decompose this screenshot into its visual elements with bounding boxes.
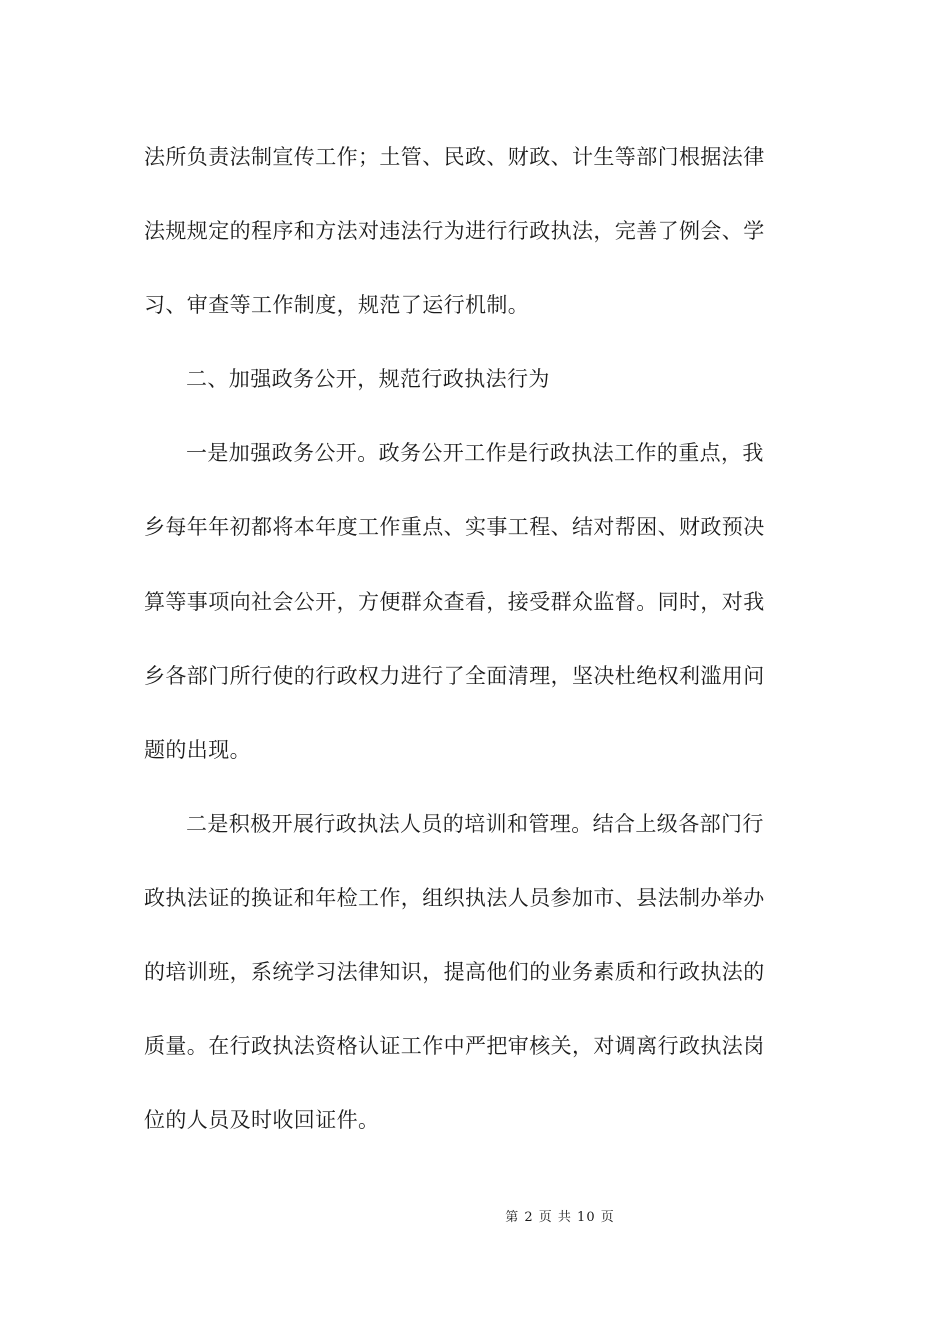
text-line-8: 乡各部门所行使的行政权力进行了全面清理，坚决杜绝权利滥用问 (144, 664, 765, 688)
text-line-13: 质量。在行政执法资格认证工作中严把审核关，对调离行政执法岗 (144, 1034, 765, 1058)
text-line-1: 法所负责法制宣传工作；土管、民政、财政、计生等部门根据法律 (144, 145, 765, 169)
text-line-7: 算等事项向社会公开，方便群众查看，接受群众监督。同时，对我 (144, 590, 765, 614)
section-heading: 二、加强政务公开，规范行政执法行为 (186, 367, 550, 391)
page-number-footer: 第 2 页 共 10 页 (505, 1210, 615, 1225)
text-line-9: 题的出现。 (144, 738, 251, 762)
text-line-12: 的培训班，系统学习法律知识，提高他们的业务素质和行政执法的 (144, 960, 765, 984)
text-line-11: 政执法证的换证和年检工作，组织执法人员参加市、县法制办举办 (144, 886, 765, 910)
text-line-10: 二是积极开展行政执法人员的培训和管理。结合上级各部门行 (186, 812, 764, 836)
text-line-3: 习、审查等工作制度，规范了运行机制。 (144, 293, 530, 317)
text-line-5: 一是加强政务公开。政务公开工作是行政执法工作的重点，我 (186, 441, 764, 465)
text-line-14: 位的人员及时收回证件。 (144, 1108, 380, 1132)
text-line-2: 法规规定的程序和方法对违法行为进行行政执法，完善了例会、学 (144, 219, 765, 243)
text-line-6: 乡每年年初都将本年度工作重点、实事工程、结对帮困、财政预决 (144, 515, 765, 539)
